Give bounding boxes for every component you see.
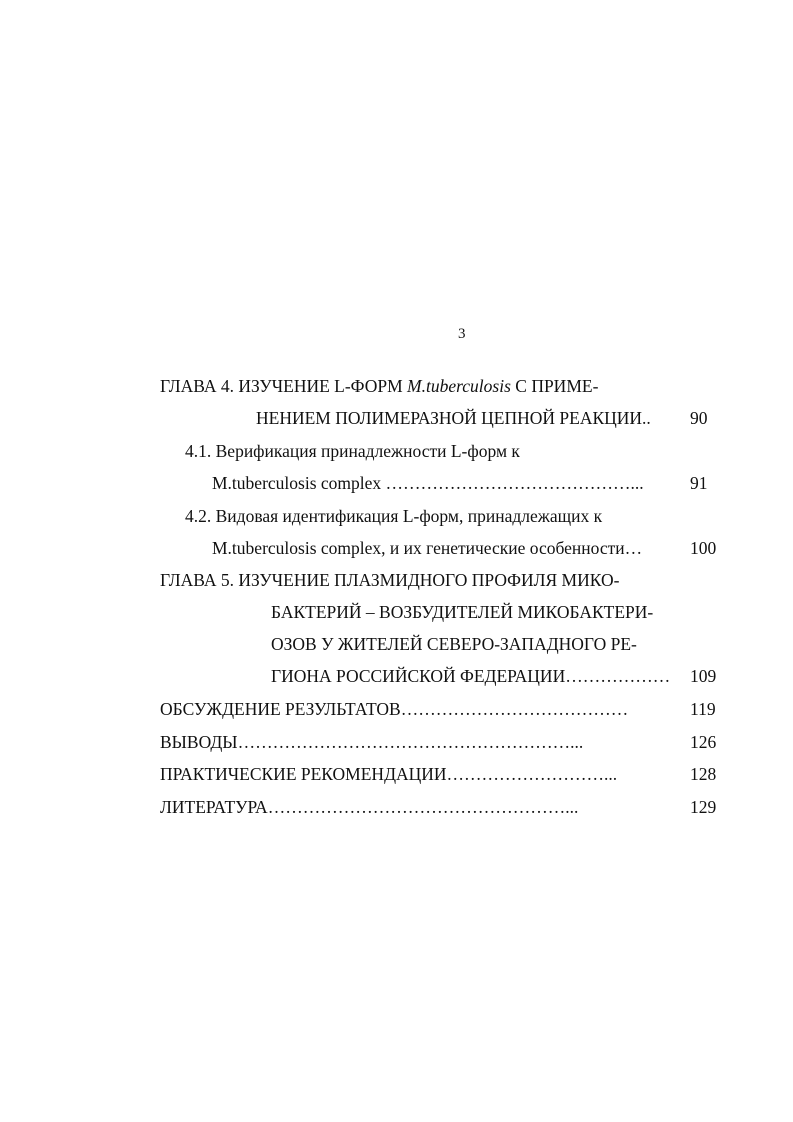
toc-entry-chapter-5-line-2: БАКТЕРИЙ – ВОЗБУДИТЕЛЕЙ МИКОБАКТЕРИ- <box>271 602 654 622</box>
chapter-4-title-part-1: ГЛАВА 4. ИЗУЧЕНИЕ L-ФОРМ <box>160 376 408 396</box>
toc-page-literature: 129 <box>690 797 717 817</box>
toc-entry-chapter-5-line-3: ОЗОВ У ЖИТЕЛЕЙ СЕВЕРО-ЗАПАДНОГО РЕ- <box>271 634 637 654</box>
toc-page-discussion: 119 <box>690 699 716 719</box>
page-number: 3 <box>458 326 466 342</box>
toc-entry-section-4-2-line-2: M.tuberculosis complex, и их генетические особенности… <box>212 538 643 558</box>
toc-entry-chapter-5-line-4: ГИОНА РОССИЙСКОЙ ФЕДЕРАЦИИ……………… <box>271 666 671 686</box>
toc-entry-recommendations: ПРАКТИЧЕСКИЕ РЕКОМЕНДАЦИИ………………………... <box>160 764 618 784</box>
chapter-4-title-italic: M.tuberculosis <box>407 376 511 396</box>
toc-entry-section-4-2-line-1: 4.2. Видовая идентификация L-форм, принадлежащих к <box>185 506 603 526</box>
toc-page-chapter-5: 109 <box>690 666 717 686</box>
toc-entry-section-4-1-line-1: 4.1. Верификация принадлежности L-форм к <box>185 441 520 461</box>
toc-entry-section-4-1-line-2: M.tuberculosis complex ……………………………………... <box>212 473 644 493</box>
toc-page-chapter-4: 90 <box>690 408 708 428</box>
toc-entry-literature: ЛИТЕРАТУРА……………………………………………... <box>160 797 579 817</box>
toc-page-conclusions: 126 <box>690 732 717 752</box>
toc-entry-chapter-5-line-1: ГЛАВА 5. ИЗУЧЕНИЕ ПЛАЗМИДНОГО ПРОФИЛЯ МИКО- <box>160 570 620 590</box>
toc-page-section-4-1: 91 <box>690 473 708 493</box>
toc-page-recommendations: 128 <box>690 764 717 784</box>
toc-entry-chapter-4-line-1 <box>160 375 598 397</box>
chapter-4-title-part-2: С ПРИМЕ- <box>510 376 599 396</box>
toc-page-section-4-2: 100 <box>690 538 717 558</box>
toc-entry-conclusions: ВЫВОДЫ…………………………………………………... <box>160 732 584 752</box>
toc-entry-discussion: ОБСУЖДЕНИЕ РЕЗУЛЬТАТОВ………………………………… <box>160 699 629 719</box>
toc-entry-chapter-4-line-2: НЕНИЕМ ПОЛИМЕРАЗНОЙ ЦЕПНОЙ РЕАКЦИИ.. <box>256 408 651 428</box>
